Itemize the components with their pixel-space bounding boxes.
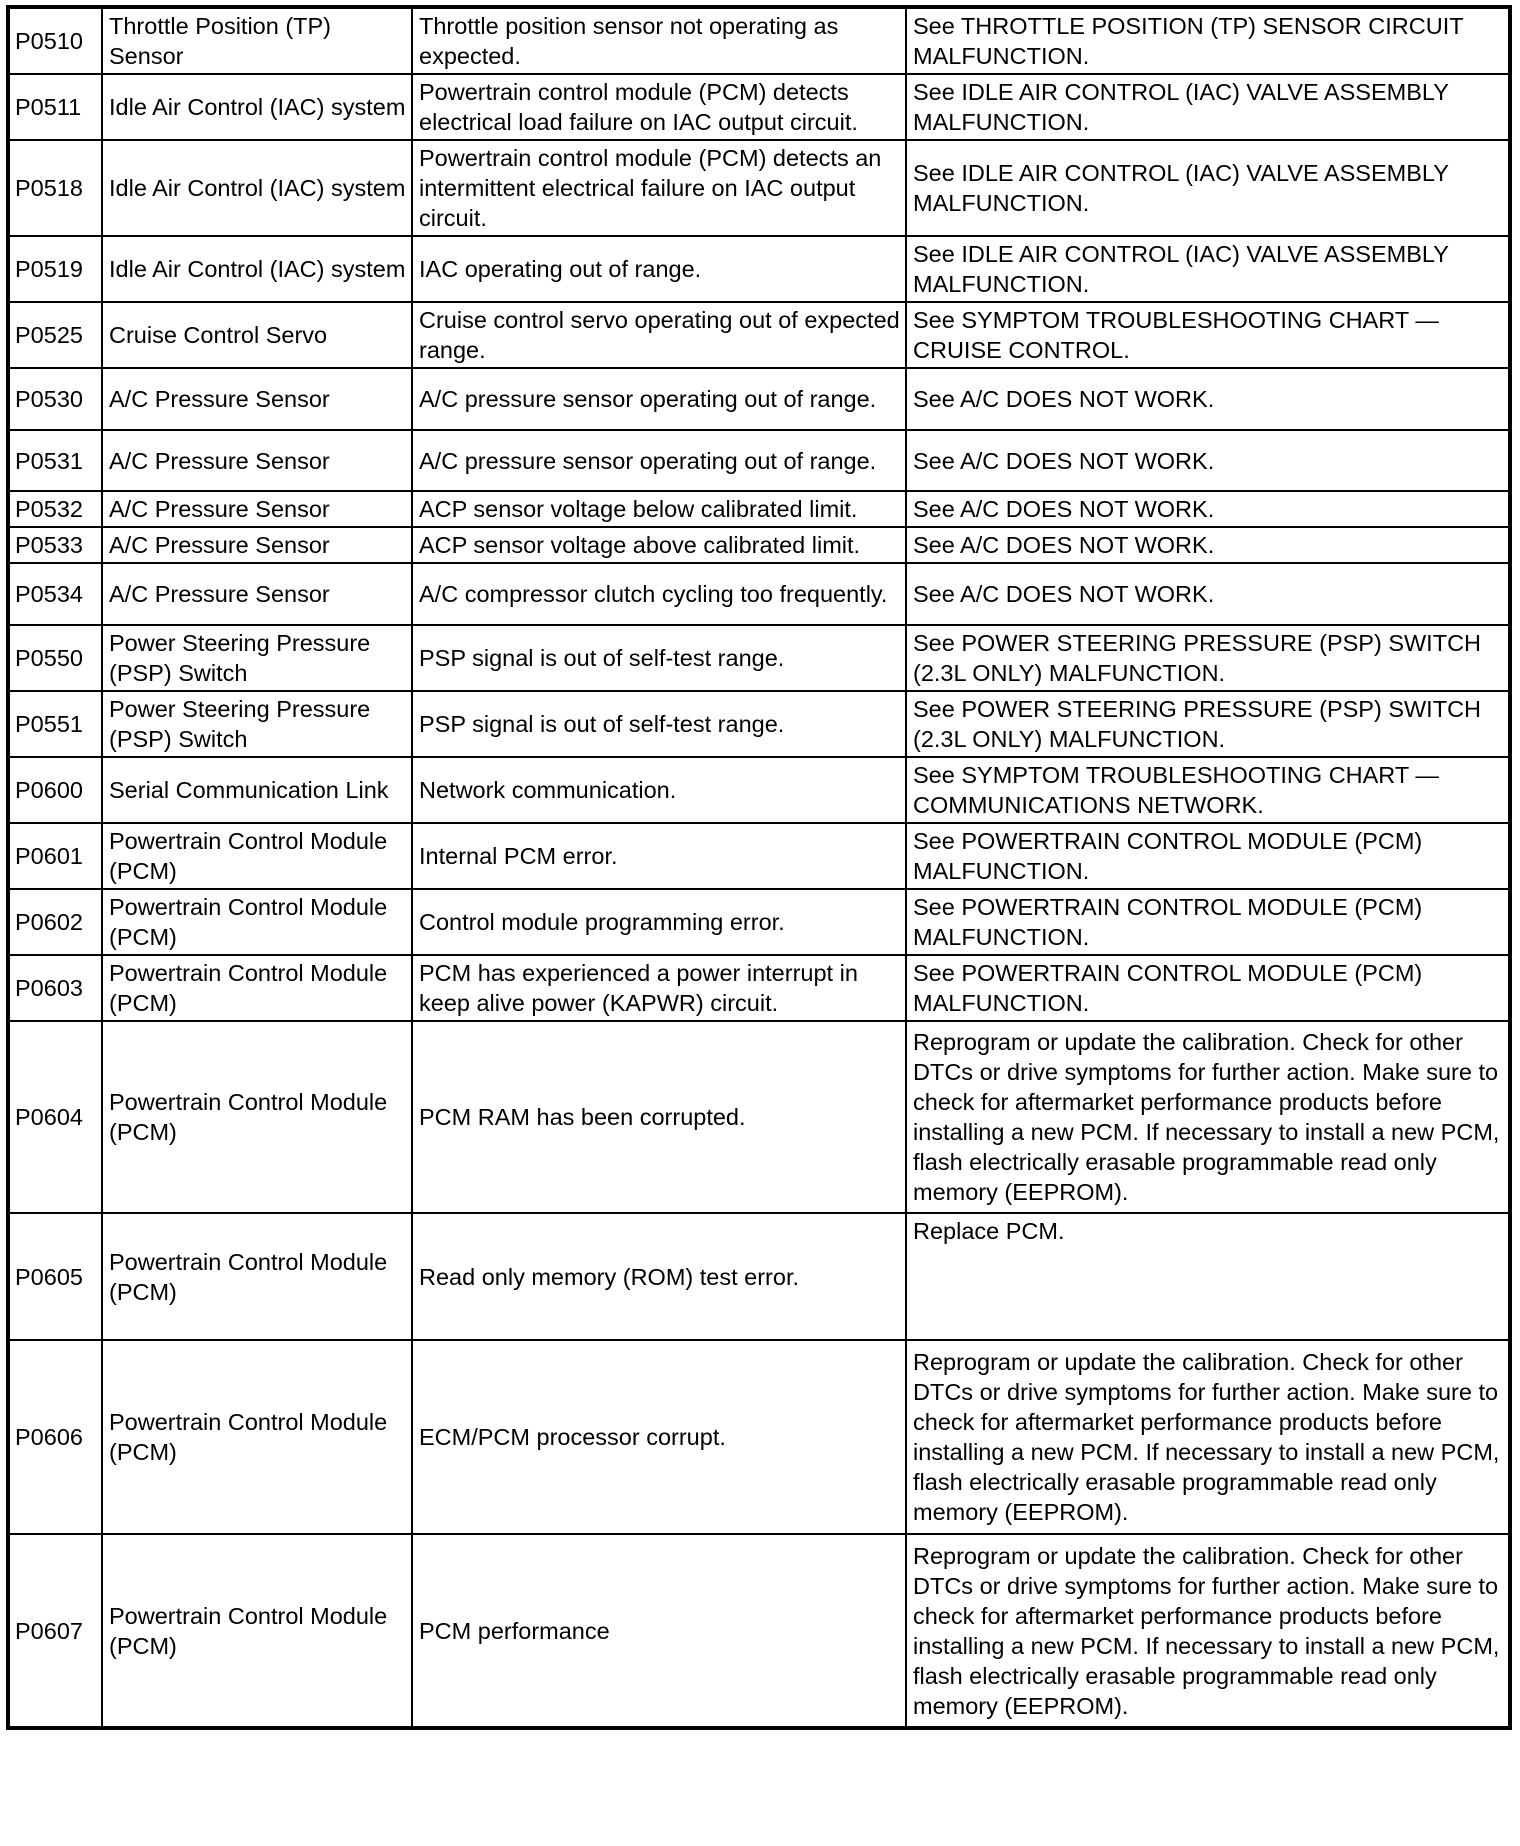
table-row [8, 430, 1510, 491]
dtc-code: P0607 [8, 1534, 102, 1728]
action-text: See IDLE AIR CONTROL (IAC) VALVE ASSEMBLY MALFUNCTION. [906, 140, 1510, 236]
action-text: Reprogram or update the calibration. Check for other DTCs or drive symptoms for further action. Make sure to check for aftermarket performance products before installing a new PCM. If necessary to install a new PCM, flash electrically erasable programmable read only memory (EEPROM). [906, 1340, 1510, 1534]
dtc-code: P0601 [8, 823, 102, 889]
system-name: Powertrain Control Module (PCM) [102, 1021, 412, 1213]
table-row [8, 236, 1510, 302]
table-row [8, 757, 1510, 823]
action-text: See A/C DOES NOT WORK. [906, 368, 1510, 430]
system-name: Powertrain Control Module (PCM) [102, 889, 412, 955]
dtc-code: P0518 [8, 140, 102, 236]
system-name: A/C Pressure Sensor [102, 527, 412, 563]
dtc-code: P0530 [8, 368, 102, 430]
condition-description: Control module programming error. [412, 889, 906, 955]
condition-description: PSP signal is out of self-test range. [412, 625, 906, 691]
action-text: Reprogram or update the calibration. Check for other DTCs or drive symptoms for further action. Make sure to check for aftermarket performance products before installing a new PCM. If necessary to install a new PCM, flash electrically erasable programmable read only memory (EEPROM). [906, 1534, 1510, 1728]
system-name: Idle Air Control (IAC) system [102, 74, 412, 140]
condition-description: Cruise control servo operating out of expected range. [412, 302, 906, 368]
condition-description: PCM performance [412, 1534, 906, 1728]
condition-description: Network communication. [412, 757, 906, 823]
dtc-code: P0600 [8, 757, 102, 823]
action-text: See POWERTRAIN CONTROL MODULE (PCM) MALFUNCTION. [906, 823, 1510, 889]
system-name: Powertrain Control Module (PCM) [102, 1534, 412, 1728]
system-name: Power Steering Pressure (PSP) Switch [102, 625, 412, 691]
dtc-code: P0511 [8, 74, 102, 140]
condition-description: A/C compressor clutch cycling too frequently. [412, 563, 906, 625]
table-row [8, 527, 1510, 563]
system-name: Powertrain Control Module (PCM) [102, 1213, 412, 1340]
table-row [8, 74, 1510, 140]
action-text: See A/C DOES NOT WORK. [906, 563, 1510, 625]
action-text: See A/C DOES NOT WORK. [906, 527, 1510, 563]
system-name: Powertrain Control Module (PCM) [102, 823, 412, 889]
dtc-table [6, 5, 1512, 1730]
dtc-code: P0602 [8, 889, 102, 955]
condition-description: PCM RAM has been corrupted. [412, 1021, 906, 1213]
condition-description: ECM/PCM processor corrupt. [412, 1340, 906, 1534]
action-text: See POWER STEERING PRESSURE (PSP) SWITCH (2.3L ONLY) MALFUNCTION. [906, 691, 1510, 757]
condition-description: Throttle position sensor not operating as expected. [412, 7, 906, 74]
table-row [8, 1340, 1510, 1534]
table-row [8, 563, 1510, 625]
action-text: See THROTTLE POSITION (TP) SENSOR CIRCUIT MALFUNCTION. [906, 7, 1510, 74]
action-text: See A/C DOES NOT WORK. [906, 491, 1510, 527]
table-row [8, 491, 1510, 527]
condition-description: Internal PCM error. [412, 823, 906, 889]
dtc-code: P0604 [8, 1021, 102, 1213]
dtc-code: P0533 [8, 527, 102, 563]
table-row [8, 1213, 1510, 1340]
table-row [8, 691, 1510, 757]
table-row [8, 368, 1510, 430]
condition-description: A/C pressure sensor operating out of range. [412, 368, 906, 430]
table-row [8, 7, 1510, 74]
table-row [8, 889, 1510, 955]
dtc-code: P0532 [8, 491, 102, 527]
system-name: Powertrain Control Module (PCM) [102, 955, 412, 1021]
condition-description: A/C pressure sensor operating out of range. [412, 430, 906, 491]
table-row [8, 302, 1510, 368]
action-text: See POWERTRAIN CONTROL MODULE (PCM) MALFUNCTION. [906, 955, 1510, 1021]
system-name: Idle Air Control (IAC) system [102, 236, 412, 302]
action-text: See SYMPTOM TROUBLESHOOTING CHART — COMMUNICATIONS NETWORK. [906, 757, 1510, 823]
system-name: A/C Pressure Sensor [102, 491, 412, 527]
dtc-code: P0606 [8, 1340, 102, 1534]
dtc-code: P0550 [8, 625, 102, 691]
system-name: Serial Communication Link [102, 757, 412, 823]
system-name: A/C Pressure Sensor [102, 563, 412, 625]
system-name: Idle Air Control (IAC) system [102, 140, 412, 236]
action-text: See SYMPTOM TROUBLESHOOTING CHART — CRUISE CONTROL. [906, 302, 1510, 368]
system-name: Throttle Position (TP) Sensor [102, 7, 412, 74]
table-row [8, 1021, 1510, 1213]
condition-description: PSP signal is out of self-test range. [412, 691, 906, 757]
condition-description: ACP sensor voltage above calibrated limit. [412, 527, 906, 563]
action-text: See POWER STEERING PRESSURE (PSP) SWITCH (2.3L ONLY) MALFUNCTION. [906, 625, 1510, 691]
action-text: See A/C DOES NOT WORK. [906, 430, 1510, 491]
dtc-code: P0605 [8, 1213, 102, 1340]
dtc-code: P0603 [8, 955, 102, 1021]
condition-description: PCM has experienced a power interrupt in keep alive power (KAPWR) circuit. [412, 955, 906, 1021]
dtc-code: P0510 [8, 7, 102, 74]
condition-description: Powertrain control module (PCM) detects electrical load failure on IAC output circuit. [412, 74, 906, 140]
table-row [8, 955, 1510, 1021]
system-name: A/C Pressure Sensor [102, 430, 412, 491]
condition-description: ACP sensor voltage below calibrated limit. [412, 491, 906, 527]
action-text: See IDLE AIR CONTROL (IAC) VALVE ASSEMBLY MALFUNCTION. [906, 74, 1510, 140]
table-row [8, 140, 1510, 236]
condition-description: Read only memory (ROM) test error. [412, 1213, 906, 1340]
dtc-code: P0531 [8, 430, 102, 491]
dtc-code: P0519 [8, 236, 102, 302]
dtc-code: P0534 [8, 563, 102, 625]
action-text: See POWERTRAIN CONTROL MODULE (PCM) MALFUNCTION. [906, 889, 1510, 955]
condition-description: Powertrain control module (PCM) detects an intermittent electrical failure on IAC output circuit. [412, 140, 906, 236]
system-name: Power Steering Pressure (PSP) Switch [102, 691, 412, 757]
dtc-code: P0551 [8, 691, 102, 757]
system-name: A/C Pressure Sensor [102, 368, 412, 430]
dtc-code: P0525 [8, 302, 102, 368]
condition-description: IAC operating out of range. [412, 236, 906, 302]
action-text: Replace PCM. [906, 1213, 1510, 1340]
system-name: Powertrain Control Module (PCM) [102, 1340, 412, 1534]
system-name: Cruise Control Servo [102, 302, 412, 368]
table-row [8, 625, 1510, 691]
action-text: Reprogram or update the calibration. Check for other DTCs or drive symptoms for further action. Make sure to check for aftermarket performance products before installing a new PCM. If necessary to install a new PCM, flash electrically erasable programmable read only memory (EEPROM). [906, 1021, 1510, 1213]
table-row [8, 823, 1510, 889]
table-row [8, 1534, 1510, 1728]
action-text: See IDLE AIR CONTROL (IAC) VALVE ASSEMBLY MALFUNCTION. [906, 236, 1510, 302]
